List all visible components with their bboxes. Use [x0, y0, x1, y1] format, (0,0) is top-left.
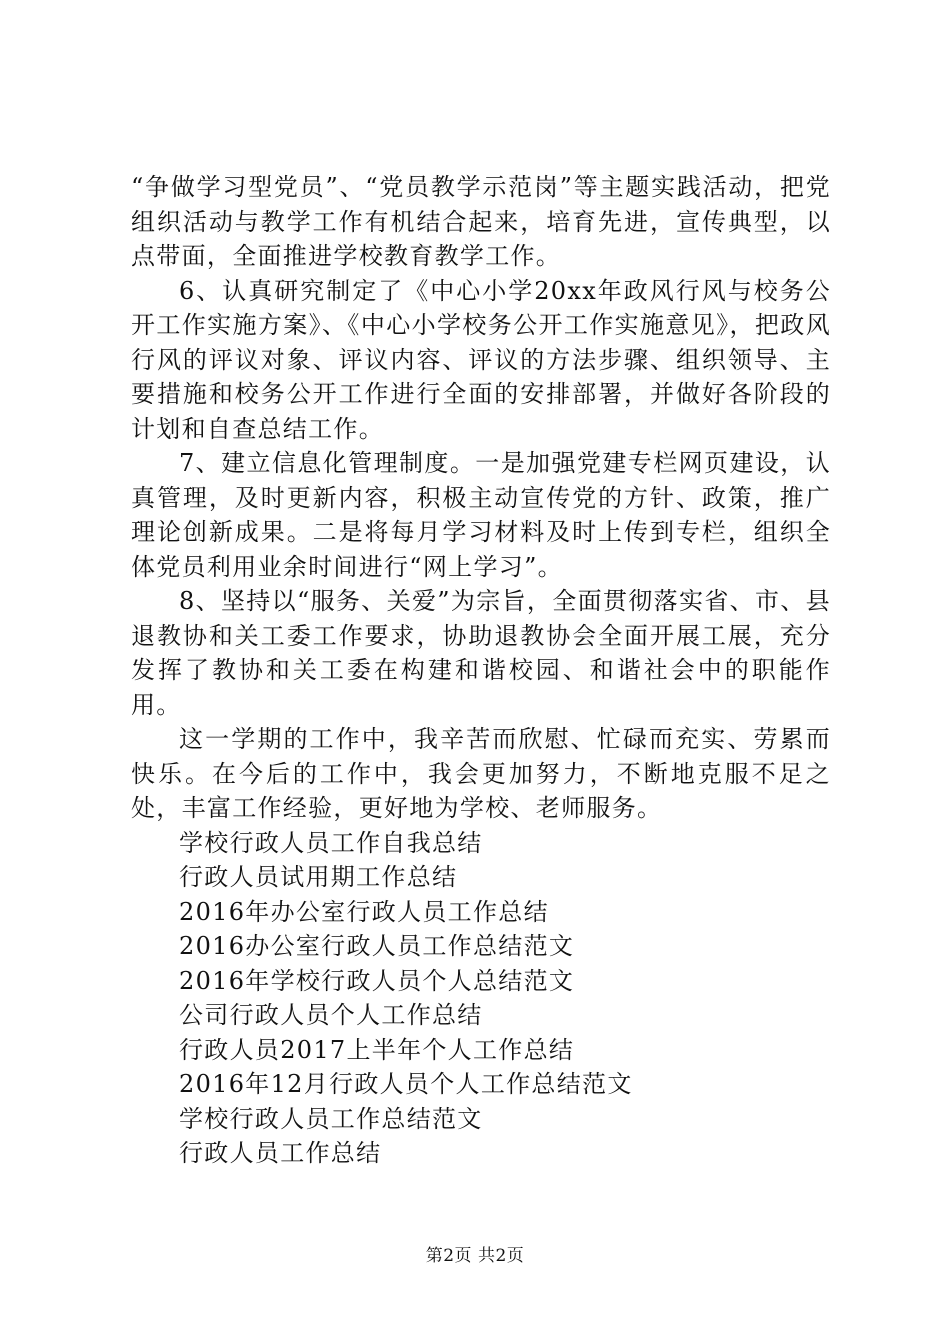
paragraph-item-7: 7、建立信息化管理制度。一是加强党建专栏网页建设，认真管理，及时更新内容，积极主动宣传党的方针、政策，推广理论创新成果。二是将每月学习材料及时上传到专栏，组织全体党员利用业余时间进行“网上学习”。: [131, 449, 831, 581]
paragraph-item-8: 8、坚持以“服务、关爱”为宗旨，全面贯彻落实省、市、县退教协和关工委工作要求，协助退教协会全面开展工展，充分发挥了教协和关工委在构建和谐校园、和谐社会中的职能作用。: [131, 587, 831, 719]
related-title-item: 2016年12月行政人员个人工作总结范文: [179, 1070, 633, 1098]
related-title-item: 公司行政人员个人工作总结: [179, 1001, 483, 1029]
related-title-item: 2016年办公室行政人员工作总结: [179, 897, 549, 926]
related-title-item: 2016办公室行政人员工作总结范文: [179, 932, 575, 960]
related-title-item: 行政人员试用期工作总结: [179, 863, 458, 891]
related-titles-list: [131, 826, 831, 1171]
paragraph-continuation: “争做学习型党员”、“党员教学示范岗”等主题实践活动，把党组织活动与教学工作有机结合起来，培育先进，宣传典型，以点带面，全面推进学校教育教学工作。: [131, 173, 831, 270]
related-title-item: 2016年学校行政人员个人总结范文: [179, 966, 575, 995]
related-title-item: 学校行政人员工作自我总结: [179, 828, 483, 857]
page-number-label: 第2页 共2页: [425, 1246, 525, 1266]
page-footer: [0, 1244, 950, 1268]
related-title-item: 行政人员工作总结: [179, 1139, 382, 1167]
paragraph-item-6: 6、认真研究制定了《中心小学20xx年政风行风与校务公开工作实施方案》、《中心小学校务公开工作实施意见》，把政风行风的评议对象、评议内容、评议的方法步骤、组织领导、主要措施和校务公开工作进行全面的安排部署，并做好各阶段的计划和自查总结工作。: [131, 276, 831, 443]
document-body: [131, 170, 831, 1171]
paragraph-conclusion: 这一学期的工作中，我辛苦而欣慰、忙碌而充实、劳累而快乐。在今后的工作中，我会更加努力，不断地克服不足之处，丰富工作经验，更好地为学校、老师服务。: [131, 725, 831, 822]
related-title-item: 行政人员2017上半年个人工作总结: [179, 1035, 575, 1064]
related-title-item: 学校行政人员工作总结范文: [179, 1104, 483, 1133]
